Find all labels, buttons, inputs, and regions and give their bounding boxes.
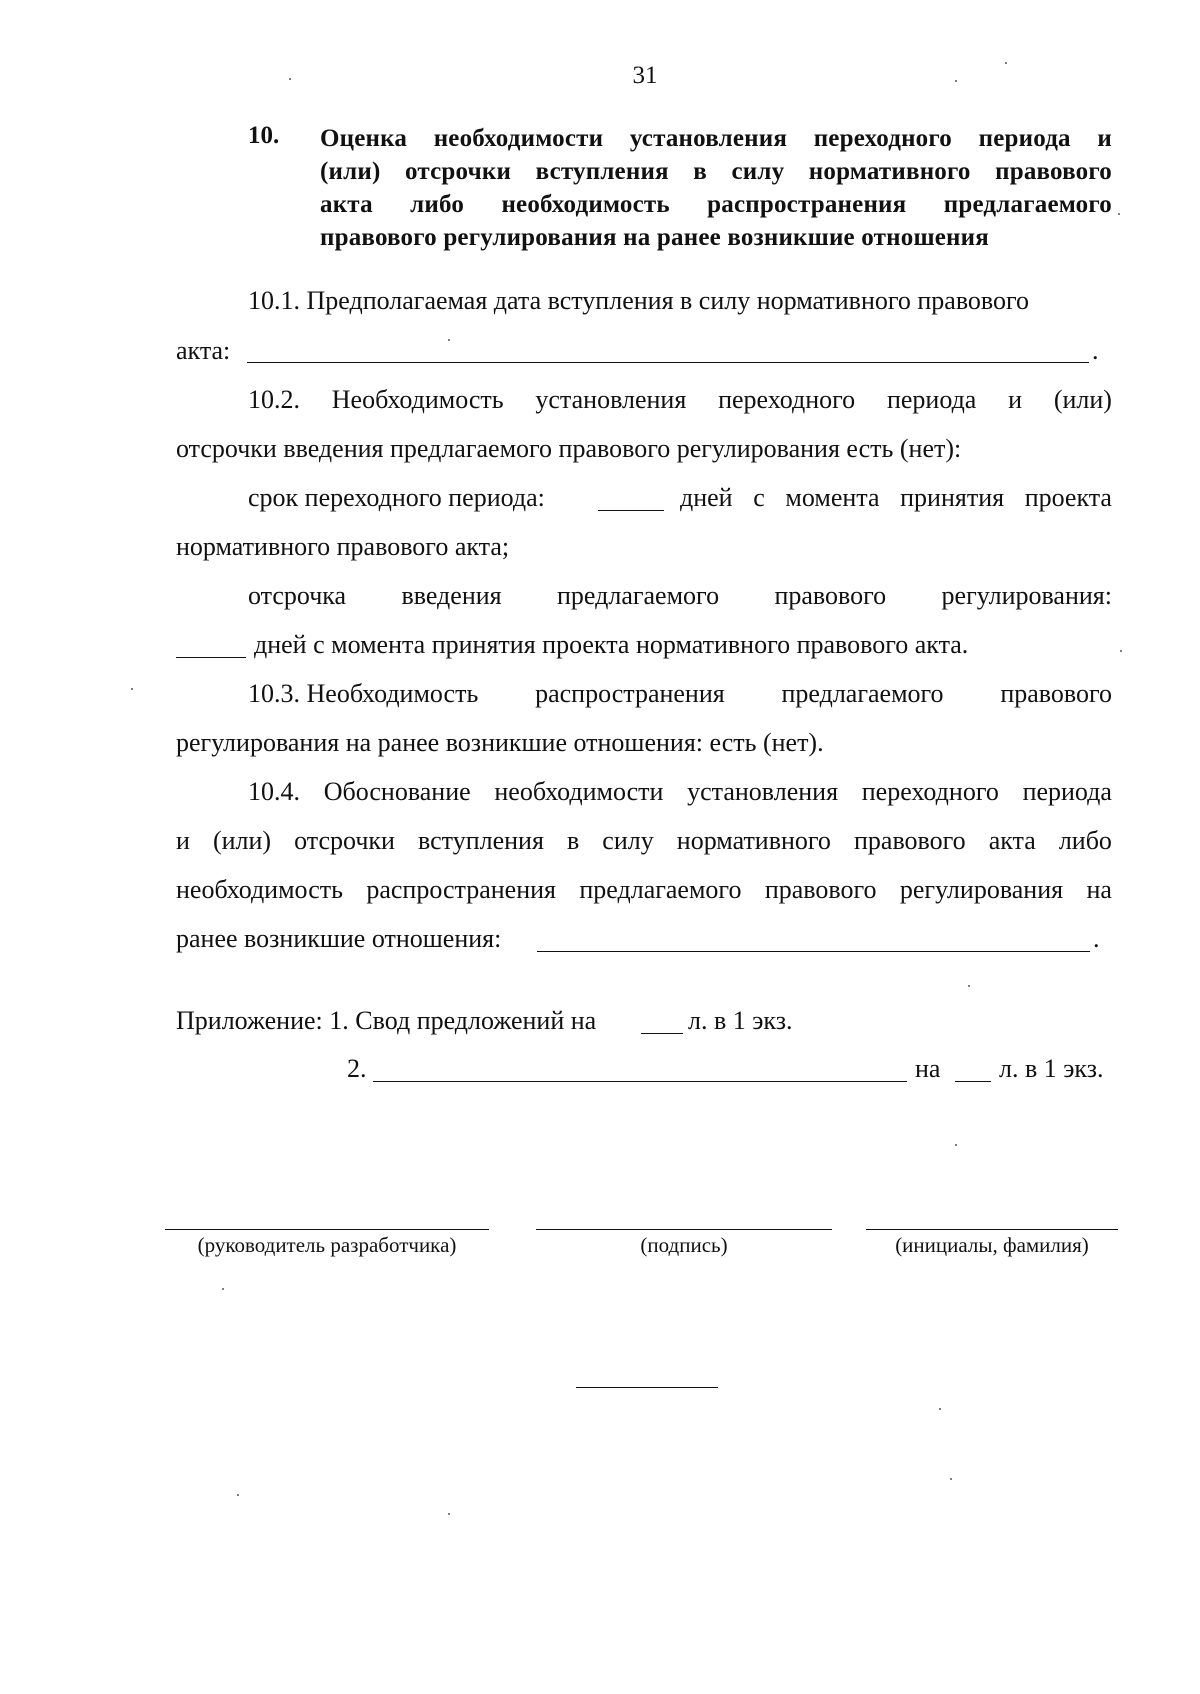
section-title-line: (или) отсрочки вступления в силу нормативного правового bbox=[320, 158, 1112, 185]
word: и bbox=[176, 826, 190, 855]
signature-sign-caption: (подпись) bbox=[640, 1233, 728, 1257]
word: распространения bbox=[366, 875, 556, 904]
word: Обоснование bbox=[323, 777, 471, 806]
word: (или) bbox=[1053, 385, 1112, 414]
word: проекта bbox=[1024, 483, 1112, 512]
p104-end: . bbox=[1093, 924, 1100, 953]
word: правового bbox=[1000, 679, 1112, 708]
word: переходного bbox=[718, 385, 856, 414]
p103-line2: регулирования на ранее возникшие отношения: есть (нет). bbox=[176, 728, 824, 757]
p102-delay-days-blank bbox=[176, 657, 246, 658]
word: 10.3. Необходимость bbox=[248, 679, 479, 708]
p102-term-label: срок переходного периода: bbox=[248, 483, 545, 512]
word: 10.4. bbox=[248, 777, 300, 806]
scan-speck bbox=[950, 1478, 952, 1480]
scan-speck bbox=[448, 1513, 450, 1515]
word: отсрочка bbox=[248, 581, 347, 610]
word: акта bbox=[988, 826, 1036, 855]
word: периода bbox=[886, 385, 977, 414]
p102-term-line2: нормативного правового акта; bbox=[176, 532, 510, 561]
p102-line1 bbox=[248, 385, 1112, 415]
scan-speck bbox=[131, 688, 133, 690]
p104-line1 bbox=[248, 777, 1112, 807]
word: предлагаемого bbox=[781, 679, 944, 708]
word: силу bbox=[602, 826, 654, 855]
word: установления bbox=[535, 385, 687, 414]
p101-date-blank bbox=[247, 362, 1089, 363]
word: либо bbox=[1058, 826, 1112, 855]
scan-speck bbox=[1118, 213, 1120, 215]
word: дней bbox=[680, 483, 733, 512]
p102-term-days-blank bbox=[598, 510, 664, 511]
scan-speck bbox=[955, 1144, 957, 1146]
p102-line2: отсрочки введения предлагаемого правового регулирования есть (нет): bbox=[176, 434, 962, 463]
word: введения bbox=[401, 581, 502, 610]
scan-speck bbox=[939, 1408, 941, 1410]
scan-speck bbox=[289, 78, 291, 80]
word: 10.2. bbox=[248, 385, 300, 414]
scan-speck bbox=[448, 339, 450, 341]
scan-speck bbox=[1120, 650, 1122, 652]
word: правового bbox=[774, 581, 887, 610]
section-number: 10. bbox=[248, 122, 280, 149]
word: регулирования: bbox=[941, 581, 1112, 610]
appendix-line2-pages-blank bbox=[955, 1081, 991, 1082]
word: предлагаемого bbox=[557, 581, 720, 610]
p102-term-rest bbox=[680, 483, 1112, 513]
word: на bbox=[1086, 875, 1112, 904]
end-of-document-rule bbox=[576, 1387, 718, 1388]
signature-name-line bbox=[866, 1229, 1118, 1230]
signature-sign-line bbox=[536, 1229, 832, 1230]
section-title-line: Оценка необходимости установления переходного периода и bbox=[320, 125, 1112, 152]
appendix-line1-start: Приложение: 1. Свод предложений на bbox=[176, 1006, 597, 1035]
p104-line3 bbox=[176, 875, 1112, 905]
word: правового bbox=[853, 826, 966, 855]
appendix-line2-num: 2. bbox=[347, 1054, 367, 1083]
signature-head-line bbox=[165, 1229, 489, 1230]
appendix-line2-na: на bbox=[915, 1054, 941, 1083]
word: Необходимость bbox=[331, 385, 504, 414]
word: необходимости bbox=[494, 777, 664, 806]
scan-speck bbox=[955, 80, 957, 82]
word: предлагаемого bbox=[579, 875, 742, 904]
p104-label: ранее возникшие отношения: bbox=[176, 924, 502, 953]
appendix-line1-pages-blank bbox=[641, 1033, 683, 1034]
p104-justification-blank bbox=[537, 951, 1090, 952]
p104-line2 bbox=[176, 826, 1112, 856]
word: нормативного bbox=[676, 826, 831, 855]
word: правового bbox=[764, 875, 877, 904]
p101-line1: 10.1. Предполагаемая дата вступления в силу нормативного правового bbox=[248, 286, 1030, 315]
scan-speck bbox=[222, 1288, 224, 1290]
word: отсрочки bbox=[294, 826, 395, 855]
scan-speck bbox=[968, 985, 970, 987]
appendix-line1-end: л. в 1 экз. bbox=[688, 1006, 793, 1035]
appendix-line2-end: л. в 1 экз. bbox=[999, 1054, 1104, 1083]
word: (или) bbox=[212, 826, 272, 855]
word: необходимость bbox=[176, 875, 343, 904]
word: периода bbox=[1022, 777, 1112, 806]
p101-label: акта: bbox=[176, 336, 231, 365]
word: и bbox=[1008, 385, 1023, 414]
word: распространения bbox=[535, 679, 725, 708]
word: установления bbox=[687, 777, 839, 806]
section-title-line: акта либо необходимость распространения предлагаемого bbox=[320, 191, 1112, 218]
word: регулирования bbox=[899, 875, 1064, 904]
signature-name-caption: (инициалы, фамилия) bbox=[895, 1233, 1089, 1257]
signature-head-caption: (руководитель разработчика) bbox=[197, 1233, 457, 1257]
p102-delay-line2: дней с момента принятия проекта нормативного правового акта. bbox=[254, 630, 969, 659]
word: момента bbox=[785, 483, 880, 512]
p103-line1 bbox=[248, 679, 1112, 709]
page-number: 31 bbox=[632, 62, 658, 89]
word: принятия bbox=[900, 483, 1005, 512]
p101-end: . bbox=[1092, 336, 1099, 365]
scan-speck bbox=[1005, 62, 1007, 64]
word: в bbox=[566, 826, 580, 855]
section-title bbox=[320, 122, 1112, 254]
section-title-line: правового регулирования на ранее возникшие отношения bbox=[320, 224, 989, 251]
scan-speck bbox=[237, 1494, 239, 1496]
appendix-line2-name-blank bbox=[373, 1081, 907, 1082]
word: переходного bbox=[861, 777, 999, 806]
word: с bbox=[753, 483, 765, 512]
p102-delay-line1 bbox=[248, 581, 1112, 611]
word: вступления bbox=[418, 826, 544, 855]
